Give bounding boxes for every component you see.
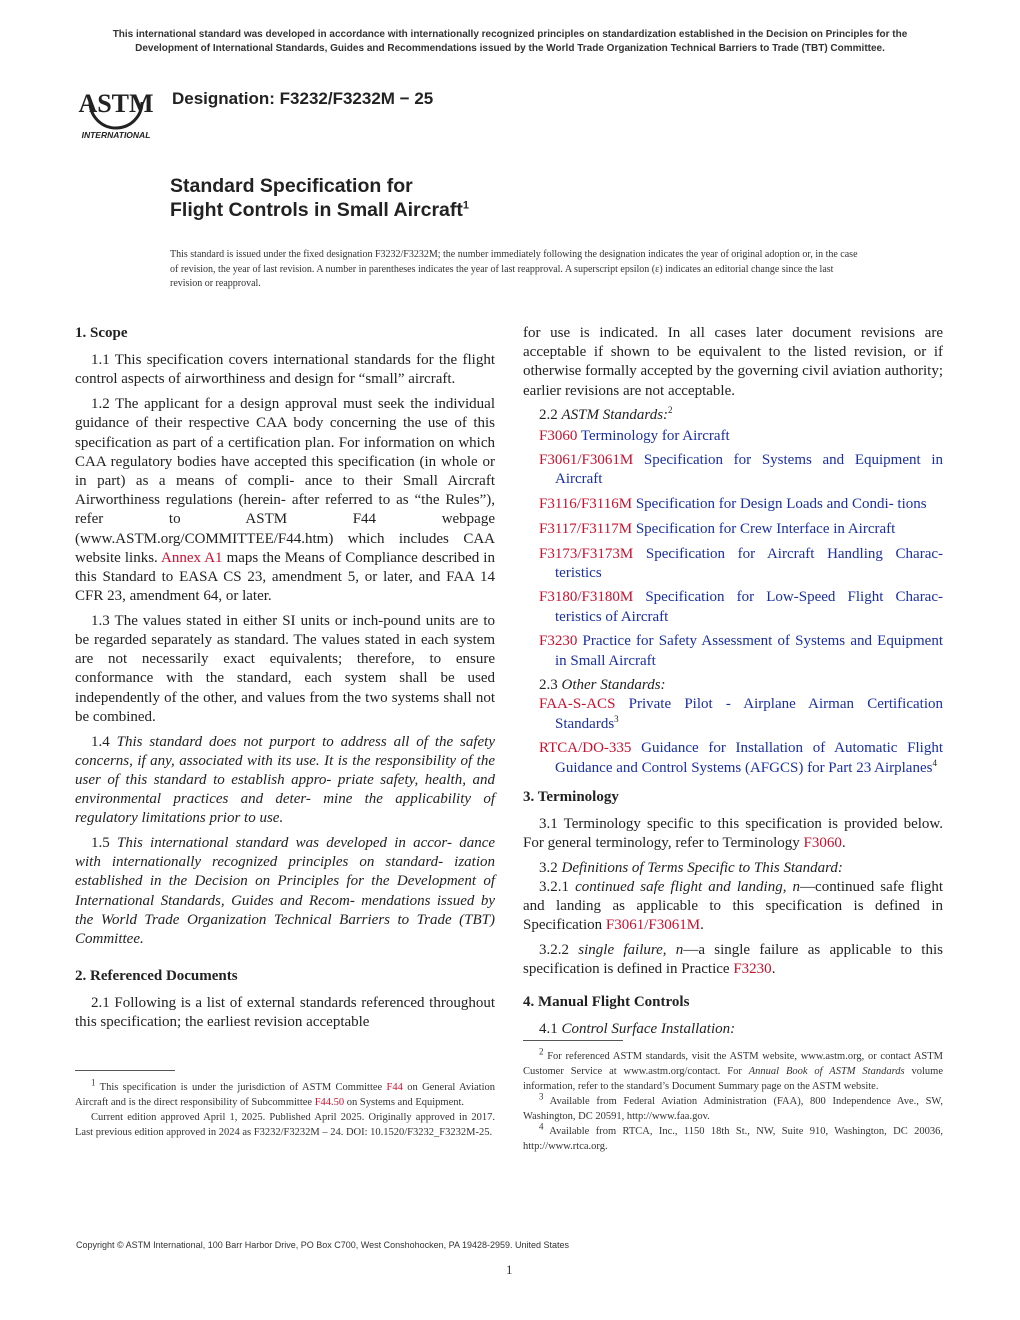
tbt-banner <box>60 28 960 56</box>
footnote-divider-right <box>523 1040 623 1041</box>
astm-reference-list <box>523 427 943 671</box>
reference-item[interactable]: F3180/F3180M Specification for Low-Speed Flight Charac- teristics of Aircraft <box>539 589 943 625</box>
issued-note: This standard is issued under the fixed designation F3232/F3232M; the number immediately following the designation indicates the year of original adoption or, in the case of revision, the year of last revision. A number in parentheses indicates the year of last reapproval. A superscript epsilon (ε) indicates an editorial change since the last revision or reapproval. <box>170 249 858 289</box>
section-3-heading: 3. Terminology <box>523 788 619 805</box>
para-2-1-cont: for use is indicated. In all cases later document revisions are acceptable if shown to be equivalent to the listed revision, or if otherwise formally accepted by the governing civil aviation authority; earlier revisions are not acceptable. <box>523 325 943 399</box>
para-1-2: 1.2 The applicant for a design approval must seek the individual guidance of their respective CAA body concerning the use of this specification as part of a certification plan. For information on which CAA regulatory bodies have accepted this specification (in whole or in part) as a means of compli- ance to their Small Aircraft Airworthiness regulations (herein- after referred to as “the Rules”), refer to ASTM F44 webpage (www.ASTM.org/COMMITTEE/F44.htm) which includes CAA website links. Annex A1 maps the Means of Compliance described in this Standard to EASA CS 23, amendment 5, or later, and FAA 14 CFR 23, amendment 64, or later. <box>75 396 495 605</box>
left-column <box>75 324 495 1038</box>
f44-50-link[interactable]: F44.50 <box>314 1097 345 1108</box>
reference-item[interactable]: F3230 Practice for Safety Assessment of Systems and Equipment in Small Aircraft <box>539 633 944 669</box>
designation: Designation: F3232/F3232M − 25 <box>172 89 434 108</box>
reference-item[interactable]: FAA-S-ACS Private Pilot - Airplane Airman Certification Standards$^3$ <box>539 696 943 732</box>
footnote-1-edition: Current edition approved April 1, 2025. Published April 2025. Originally approved in 2017. Last previous edition approved in 2024 as F3232/F3232M – 24. DOI: 10.1520/F3232_F3232M-25. <box>75 1112 495 1138</box>
para-3-1: 3.1 Terminology specific to this specification is provided below. For general terminology, refer to Terminology F3060. <box>523 815 943 852</box>
section-1-heading: 1. Scope <box>75 325 128 341</box>
para-1-3: 1.3 The values stated in either SI units or inch-pound units are to be regarded separately as standard. The values stated in each system are not necessarily exact equivalents; therefore, to ensure conformance with the standard, each system shall be used independently of the other, and values from the two systems shall not be combined. <box>75 612 495 725</box>
footnote-2: $^2$ For referenced ASTM standards, visit the ASTM website, www.astm.org, or contact ASTM Customer Service at www.astm.org/contact. For Annual Book of ASTM Standards volume information, refer to the standard’s Document Summary page on the ASTM website. <box>523 1046 944 1092</box>
astm-logo-icon <box>76 72 162 144</box>
para-3-2: 3.2 Definitions of Terms Specific to This Standard: <box>539 859 843 876</box>
reference-item[interactable]: F3061/F3061M Specification for Systems and Equipment in Aircraft <box>539 452 943 488</box>
logo-subtext: INTERNATIONAL <box>81 130 151 140</box>
banner-line-1: This international standard was developed in accordance with internationally recognized principles on standardization established in the Decision on Principles for the <box>112 29 908 40</box>
para-3-2-1: 3.2.1 continued safe flight and landing, n—continued safe flight and landing as applicable to this specification is defined in Specification F3061/F3061M. <box>523 879 943 934</box>
para-1-5: 1.5 This international standard was developed in accor- dance with internationally recognized principles on standard- ization established in the Decision on Principles for the Development of International Standards, Guides and Recom- mendations issued by the World Trade Organization Technical Barriers to Trade (TBT) Committee. <box>75 835 496 948</box>
other-reference-list <box>523 695 943 777</box>
para-3-2-2: 3.2.2 single failure, n—a single failure as applicable to this specification is defined in Practice F3230. <box>523 942 943 978</box>
reference-item[interactable]: F3173/F3173M Specification for Aircraft Handling Charac- teristics <box>539 545 944 581</box>
right-column <box>523 324 943 1045</box>
section-2-heading: 2. Referenced Documents <box>75 967 238 984</box>
para-2-3: 2.3 Other Standards: <box>539 677 666 694</box>
banner-line-2: Development of International Standards, Guides and Recommendations issued by the World Trade Organization Technical Barriers to Trade (TBT) Committee. <box>135 43 885 54</box>
copyright: Copyright © ASTM International, 100 Barr Harbor Drive, PO Box C700, West Conshohocken, PA 19428-2959. United States <box>76 1240 570 1250</box>
f44-link[interactable]: F44 <box>386 1082 403 1093</box>
astm-logo <box>76 72 162 144</box>
title-footnote-mark: 1 <box>462 199 470 212</box>
page-number: 1 <box>506 1262 513 1277</box>
reference-item[interactable]: F3116/F3116M Specification for Design Loads and Condi- tions <box>539 496 927 513</box>
para-1-1: 1.1 This specification covers international standards for the flight control aspects of airworthiness and design for “small” aircraft. <box>75 352 495 388</box>
footnote-1: $^1$ This specification is under the jurisdiction of ASTM Committee F44 on General Aviation Aircraft and is the direct responsibility of Subcommittee F44.50 on Systems and Equipment. <box>75 1077 496 1108</box>
footnotes-left <box>75 1077 496 1140</box>
f3061-link[interactable]: F3061/F3061M <box>605 917 701 934</box>
footnotes-right <box>523 1046 944 1154</box>
reference-item[interactable]: F3060 Terminology for Aircraft <box>539 427 730 444</box>
logo-text: ASTM <box>78 89 154 118</box>
reference-item[interactable]: RTCA/DO-335 Guidance for Installation of Automatic Flight Guidance and Control Systems (AFGCS) for Part 23 Airplanes$^4$ <box>539 740 944 776</box>
reference-item[interactable]: F3117/F3117M Specification for Crew Interface in Aircraft <box>539 520 896 537</box>
para-1-4: 1.4 This standard does not purport to address all of the safety concerns, if any, associated with its use. It is the responsibility of the user of this standard to establish appro- priate safety, health, and environmental practices and deter- mine the applicability of regulatory limitations prior to use. <box>75 733 496 827</box>
para-2-2: 2.2 ASTM Standards:$^2$ <box>539 405 673 424</box>
title-line-2: Flight Controls in Small Aircraft$^1$ <box>170 199 470 221</box>
para-2-1-start: 2.1 Following is a list of external standards referenced throughout this specification; the earliest revision acceptable <box>75 995 495 1031</box>
footnote-4: $^4$ Available from RTCA, Inc., 1150 18th St., NW, Suite 910, Washington, DC 20036, http://www.rtca.org. <box>523 1121 944 1152</box>
footnote-divider-left <box>75 1070 175 1071</box>
para-4-1: 4.1 Control Surface Installation: <box>539 1021 736 1038</box>
title-line-1: Standard Specification for <box>170 175 413 197</box>
footnote-3: $^3$ Available from Federal Aviation Administration (FAA), 800 Independence Ave., SW, Washington, DC 20591, http://www.faa.gov. <box>523 1091 944 1122</box>
section-4-heading: 4. Manual Flight Controls <box>523 994 690 1011</box>
annex-a1-link[interactable]: Annex A1 <box>161 549 223 566</box>
f3060-link[interactable]: F3060 <box>803 835 842 852</box>
document-title <box>170 174 469 222</box>
f3230-link[interactable]: F3230 <box>733 961 772 978</box>
